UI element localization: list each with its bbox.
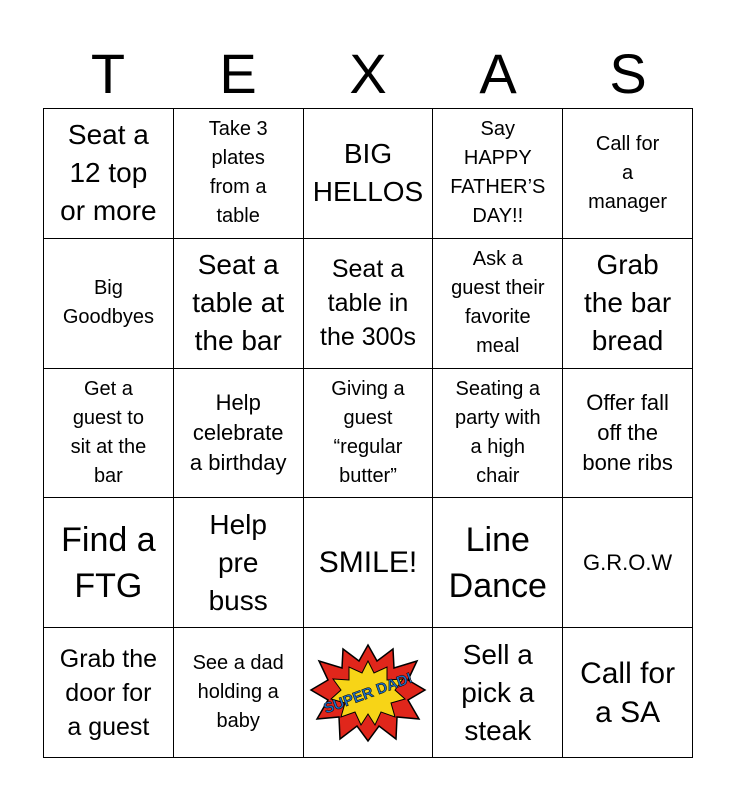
- bingo-cell[interactable]: [174, 109, 304, 239]
- bingo-cell[interactable]: [433, 369, 563, 499]
- header-letter-a: A: [479, 42, 517, 105]
- bingo-cell[interactable]: [433, 628, 563, 758]
- bingo-cell[interactable]: [174, 369, 304, 499]
- bingo-cell[interactable]: [433, 109, 563, 239]
- cell-text: Get a guest to sit at the bar: [70, 377, 147, 487]
- bingo-cell[interactable]: [563, 109, 693, 239]
- header-letter-x: X: [349, 42, 387, 105]
- super-dad-badge-icon: [309, 643, 427, 743]
- cell-text: Grab the door for a guest: [59, 644, 158, 741]
- bingo-cell[interactable]: [304, 369, 434, 499]
- cell-text: Seat a table at the bar: [192, 249, 285, 357]
- cell-text: BIG HELLOS: [312, 138, 424, 208]
- bingo-cell[interactable]: [304, 109, 434, 239]
- bingo-cell[interactable]: [304, 498, 434, 628]
- cell-text: Take 3 plates from a table: [208, 118, 268, 228]
- cell-text: SMILE!: [318, 546, 418, 580]
- cell-text: SUPER DAD!: [321, 669, 415, 718]
- header-letter-s: S: [609, 42, 647, 105]
- cell-text: Help celebrate a birthday: [189, 389, 287, 475]
- cell-text: Say HAPPY FATHER’S DAY!!: [450, 118, 546, 228]
- bingo-cell[interactable]: [433, 498, 563, 628]
- cell-text: See a dad holding a baby: [192, 652, 284, 733]
- bingo-cell[interactable]: [174, 628, 304, 758]
- cell-text: Call for a SA: [580, 656, 676, 729]
- cell-text: G.R.O.W: [582, 549, 673, 575]
- bingo-cell[interactable]: [44, 628, 174, 758]
- cell-text: Grab the bar bread: [584, 249, 672, 357]
- cell-text: Find a FTG: [61, 520, 156, 605]
- cell-text: Seat a 12 top or more: [60, 119, 157, 227]
- header-letter-e: E: [219, 42, 257, 105]
- bingo-grid: [43, 108, 693, 758]
- cell-text: Ask a guest their favorite meal: [451, 248, 545, 358]
- cell-text: Sell a pick a steak: [461, 638, 535, 746]
- bingo-header: [43, 40, 693, 108]
- cell-text: Seating a party with a high chair: [454, 377, 541, 487]
- cell-text: Line Dance: [448, 520, 547, 605]
- free-space-cell[interactable]: [304, 628, 434, 758]
- bingo-cell[interactable]: [174, 239, 304, 369]
- bingo-cell[interactable]: [563, 239, 693, 369]
- bingo-cell[interactable]: [44, 498, 174, 628]
- cell-text: Big Goodbyes: [62, 277, 154, 329]
- cell-text: Offer fall off the bone ribs: [582, 389, 673, 475]
- bingo-cell[interactable]: [174, 498, 304, 628]
- bingo-cell[interactable]: [304, 239, 434, 369]
- bingo-cell[interactable]: [433, 239, 563, 369]
- bingo-cell[interactable]: [563, 628, 693, 758]
- cell-text: Help pre buss: [208, 508, 268, 616]
- bingo-cell[interactable]: [44, 109, 174, 239]
- bingo-cell[interactable]: [44, 239, 174, 369]
- bingo-cell[interactable]: [44, 369, 174, 499]
- cell-text: Seat a table in the 300s: [320, 255, 416, 352]
- bingo-cell[interactable]: [563, 369, 693, 499]
- bingo-cell[interactable]: [563, 498, 693, 628]
- cell-text: Call for a manager: [588, 132, 668, 213]
- cell-text: Giving a guest “regular butter”: [331, 377, 405, 487]
- header-letter-t: T: [90, 42, 126, 105]
